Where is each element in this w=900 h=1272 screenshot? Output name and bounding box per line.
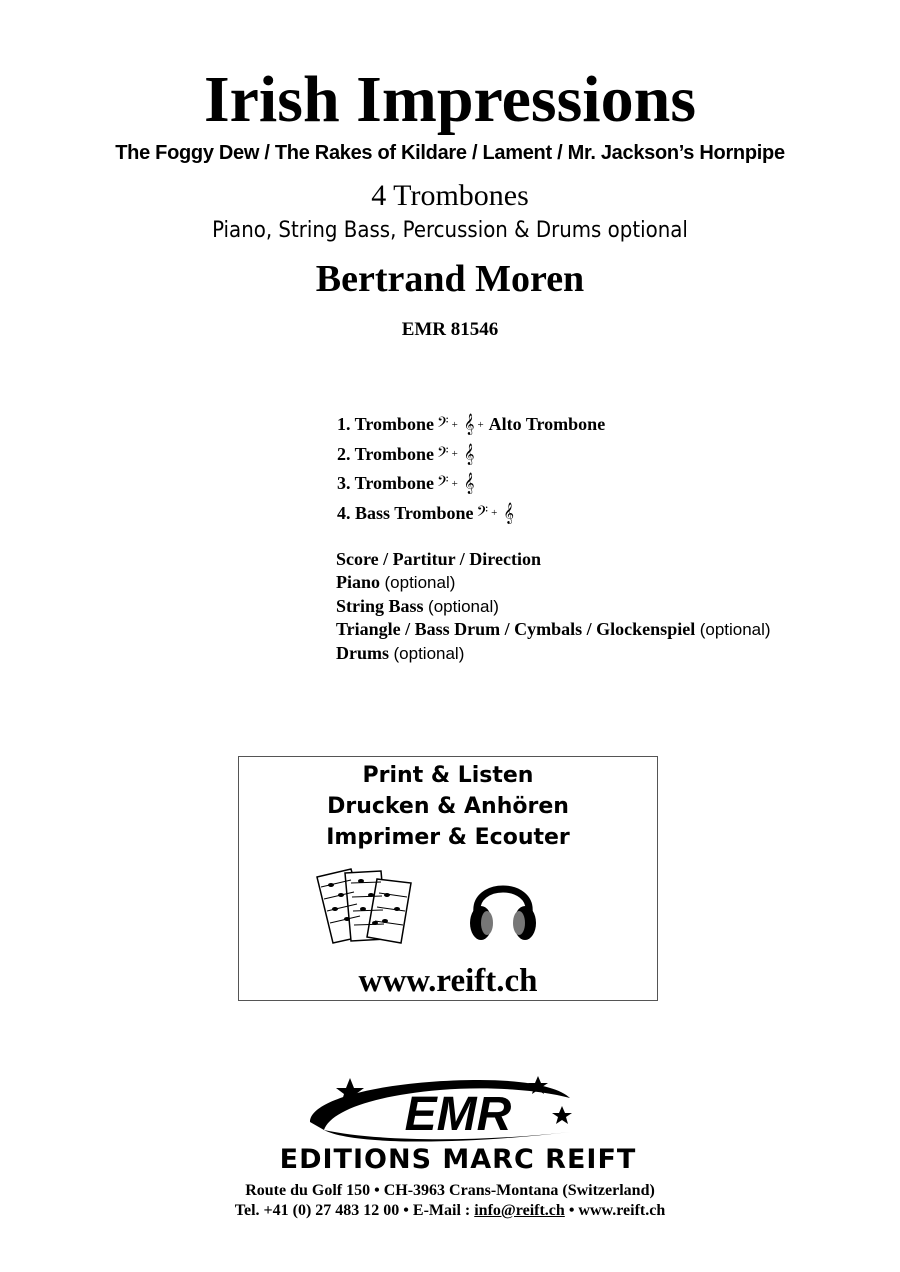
plus-sign: + — [451, 448, 458, 461]
list-item — [336, 618, 856, 642]
part-row — [337, 499, 757, 529]
score-item-name: String Bass — [336, 595, 424, 616]
emr-swoosh-logo — [240, 1070, 676, 1174]
score-item-name: Score / Partitur / Direction — [336, 549, 541, 569]
part-label: 1. Trombone — [337, 414, 435, 435]
plus-sign: + — [477, 418, 484, 431]
optional-instruments: Piano, String Bass, Percussion & Drums optional — [212, 218, 688, 243]
email-label: E-Mail : — [412, 1202, 471, 1219]
treble-clef-icon: 𝄞 — [463, 414, 475, 436]
part-row — [337, 410, 757, 440]
score-item-note: (optional) — [384, 572, 456, 592]
list-item — [336, 571, 856, 595]
bass-clef-icon: 𝄢 — [476, 502, 489, 524]
part-row — [337, 469, 757, 499]
list-item — [336, 642, 856, 666]
separator: • — [403, 1202, 409, 1219]
promo-line-english: Print & Listen — [362, 763, 534, 788]
sheet-music-icon — [311, 865, 423, 945]
score-item-name: Drums — [336, 643, 389, 664]
promo-line-german: Drucken & Anhören — [327, 794, 569, 819]
plus-sign: + — [491, 507, 498, 520]
treble-clef-icon: 𝄞 — [463, 443, 475, 465]
bass-clef-icon: 𝄢 — [437, 443, 449, 465]
part-row — [337, 440, 757, 470]
publisher-name: EDITIONS MARC REIFT — [279, 1144, 637, 1174]
list-item — [336, 548, 856, 571]
emr-logo — [240, 1070, 676, 1174]
score-item-note: (optional) — [393, 644, 465, 664]
score-item-note: (optional) — [428, 596, 499, 616]
publisher-contact — [0, 1200, 900, 1221]
part-label: 3. Trombone — [337, 473, 435, 494]
treble-clef-icon: 𝄞 — [463, 473, 475, 495]
promo-line-french: Imprimer & Ecouter — [326, 825, 570, 850]
part-extra: Alto Trombone — [488, 414, 606, 435]
treble-clef-icon: 𝄞 — [503, 502, 514, 524]
headphones-icon — [465, 867, 541, 947]
plus-sign: + — [451, 477, 458, 490]
score-item-name: Piano — [336, 571, 381, 592]
score-items-list — [336, 548, 856, 666]
parts-list — [337, 410, 757, 528]
separator: • — [568, 1202, 575, 1219]
plus-sign: + — [451, 418, 458, 431]
score-item-note: (optional) — [699, 620, 771, 640]
page-title: Irish Impressions — [203, 63, 697, 136]
emr-logo-text: EMR — [404, 1088, 512, 1141]
promo-website-link[interactable]: www.reift.ch — [358, 963, 538, 999]
phone-number: Tel. +41 (0) 27 483 12 00 — [234, 1202, 400, 1219]
part-label: 2. Trombone — [337, 443, 435, 464]
bass-clef-icon: 𝄢 — [437, 414, 449, 436]
instrumentation: 4 Trombones — [371, 179, 529, 212]
print-listen-box — [238, 756, 658, 1001]
catalog-number: EMR 81546 — [401, 319, 499, 340]
list-item — [336, 595, 856, 619]
part-label: 4. Bass Trombone — [337, 502, 474, 523]
publisher-address: Route du Golf 150 • CH-3963 Crans-Montana (Switzerland) — [245, 1182, 655, 1199]
website-link[interactable]: www.reift.ch — [578, 1202, 666, 1219]
composer-name: Bertrand Moren — [315, 258, 585, 300]
bass-clef-icon: 𝄢 — [437, 473, 449, 495]
email-link[interactable]: info@reift.ch — [474, 1202, 565, 1219]
subtitle: The Foggy Dew / The Rakes of Kildare / Lament / Mr. Jackson’s Hornpipe — [115, 142, 785, 164]
score-item-name: Triangle / Bass Drum / Cymbals / Glockenspiel — [336, 619, 696, 640]
